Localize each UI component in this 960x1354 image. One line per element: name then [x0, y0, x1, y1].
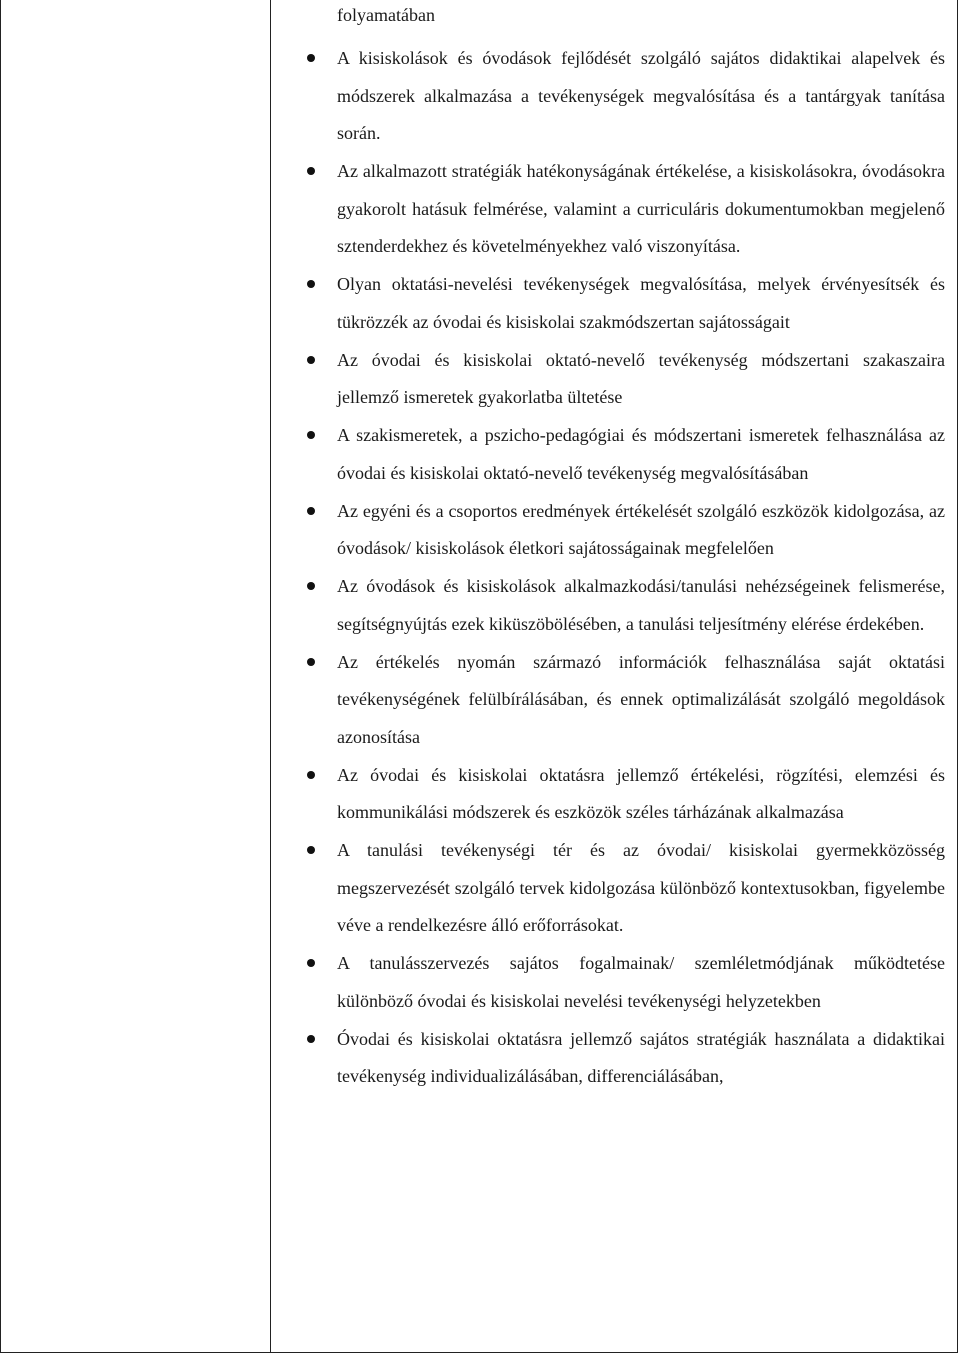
bullet-icon — [307, 356, 315, 364]
bullet-icon — [307, 582, 315, 590]
list-item: A tanulásszervezés sajátos fogalmainak/ szemléletmódjának működtetése különböző óvodai és kisiskolai nevelési tevékenységi helyzetekben — [271, 945, 945, 1020]
list-item: Az óvodai és kisiskolai oktatásra jellemző értékelési, rögzítési, elemzési és kommunikálási módszerek és eszközök széles tárházának alkalmazása — [271, 757, 945, 832]
bullet-icon — [307, 959, 315, 967]
bullet-icon — [307, 846, 315, 854]
list-item: Az óvodások és kisiskolások alkalmazkodási/tanulási nehézségeinek felismerése, segítségnyújtás ezek kiküszöbölésében, a tanulási teljesítmény elérése érdekében. — [271, 568, 945, 643]
list-item: Olyan oktatási-nevelési tevékenységek megvalósítása, melyek érvényesítsék és tükrözzék az óvodai és kisiskolai szakmódszertan sajátosságait — [271, 266, 945, 341]
list-item: Óvodai és kisiskolai oktatásra jellemző sajátos stratégiák használata a didaktikai tevékenység individualizálásában, differenciálásában, — [271, 1021, 945, 1096]
list-item: A szakismeretek, a pszicho-pedagógiai és módszertani ismeretek felhasználása az óvodai és kisiskolai oktató-nevelő tevékenység megvalósításában — [271, 417, 945, 492]
table-left-cell — [1, 0, 271, 1352]
table-right-cell — [271, 0, 957, 1352]
list-item: Az értékelés nyomán származó információk felhasználása saját oktatási tevékenységének felülbírálásában, és ennek optimalizálását szolgáló megoldások azonosítása — [271, 644, 945, 757]
continuation-text: folyamatában — [337, 5, 435, 25]
list-item: A tanulási tevékenységi tér és az óvodai/ kisiskolai gyermekközösség megszervezését szolgáló tervek kidolgozása különböző kontextusokban, figyelembe véve a rendelkezésre álló erőforrásokat. — [271, 832, 945, 945]
list-item: Az egyéni és a csoportos eredmények értékelését szolgáló eszközök kidolgozása, az óvodások/ kisiskolások életkori sajátosságainak megfelelően — [271, 493, 945, 568]
bullet-icon — [307, 167, 315, 175]
competence-list — [271, 40, 945, 1096]
bullet-icon — [307, 1035, 315, 1043]
bullet-icon — [307, 431, 315, 439]
bullet-icon — [307, 280, 315, 288]
bullet-icon — [307, 507, 315, 515]
bullet-icon — [307, 658, 315, 666]
bullet-icon — [307, 54, 315, 62]
list-item: A kisiskolások és óvodások fejlődését szolgáló sajátos didaktikai alapelvek és módszerek alkalmazása a tevékenységek megvalósítása és a tantárgyak tanítása során. — [271, 40, 945, 153]
list-item: Az óvodai és kisiskolai oktató-nevelő tevékenység módszertani szakaszaira jellemző ismeretek gyakorlatba ültetése — [271, 342, 945, 417]
list-item: Az alkalmazott stratégiák hatékonyságának értékelése, a kisiskolásokra, óvodásokra gyakorolt hatásuk felmérése, valamint a curriculáris dokumentumokban megjelenő sztenderdekhez és követelményekhez való viszonyítása. — [271, 153, 945, 266]
bullet-icon — [307, 771, 315, 779]
